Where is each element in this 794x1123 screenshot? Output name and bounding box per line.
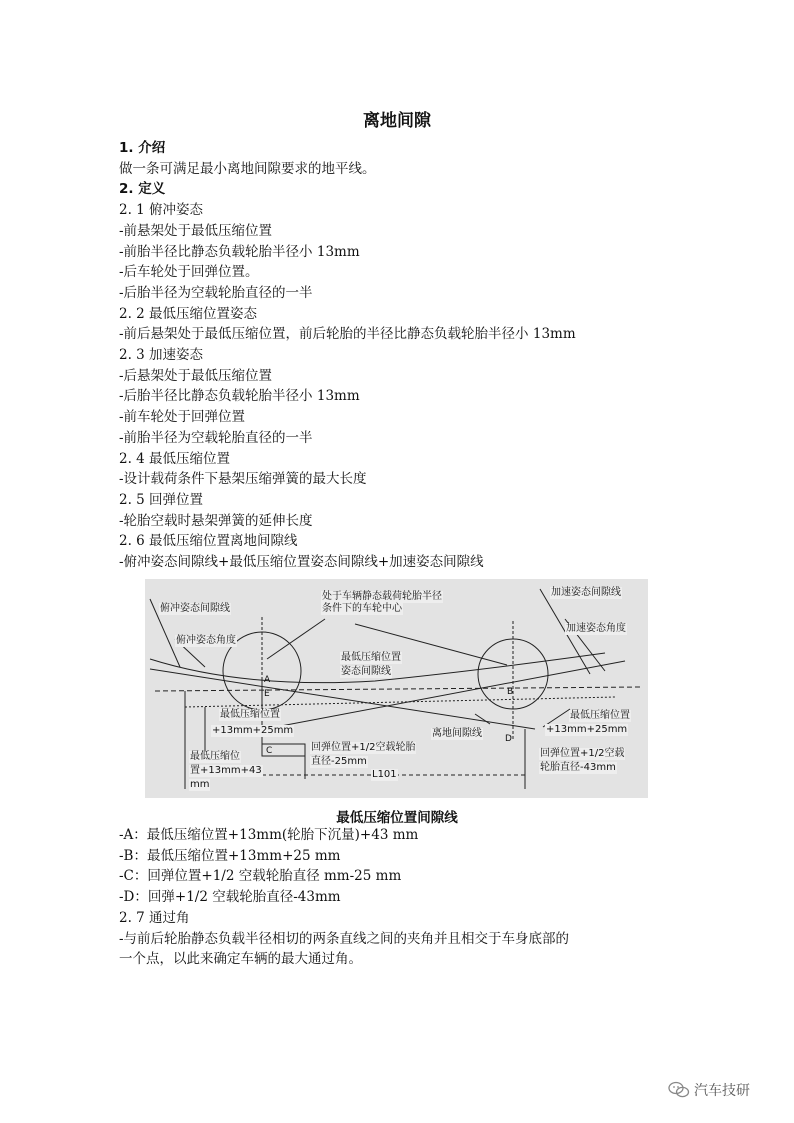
- text-line: -前胎半径比静态负载轮胎半径小 13mm: [119, 243, 360, 260]
- rebound-front-label-1: 回弹位置+1/2空载轮胎: [311, 742, 416, 753]
- letter-d: D: [505, 734, 512, 744]
- text-line: 一个点，以此来确定车辆的最大通过角。: [119, 951, 362, 968]
- watermark-text: 汽车技研: [694, 1083, 750, 1099]
- text-line: 2. 2 最低压缩位置姿态: [119, 305, 258, 322]
- wheel-center-label-2: 条件下的车轮中心: [322, 603, 402, 614]
- accel-clearance-label: 加速姿态间隙线: [551, 587, 621, 598]
- text-line: 2. 定义: [119, 181, 166, 198]
- text-line: 2. 6 最低压缩位置离地间隙线: [119, 533, 298, 550]
- min-comp-rear-label-1: 最低压缩位置: [570, 710, 630, 721]
- text-line: -设计载荷条件下悬架压缩弹簧的最大长度: [119, 471, 367, 488]
- min-comp-front-label-2: +13mm+25mm: [212, 725, 294, 736]
- letter-c: C: [266, 746, 273, 756]
- rebound-rear-label-2: 轮胎直径-43mm: [540, 762, 616, 773]
- text-line: -C：回弹位置+1/2 空载轮胎直径 mm-25 mm: [119, 868, 402, 885]
- text-line: 2. 5 回弹位置: [119, 491, 204, 508]
- letter-e: E: [264, 689, 270, 699]
- wheelbase-label: L101: [372, 769, 397, 780]
- page-title: 离地间隙: [363, 111, 431, 131]
- text-line: -A：最低压缩位置+13mm(轮胎下沉量)+43 mm: [119, 827, 419, 843]
- letter-a: A: [264, 675, 271, 685]
- rebound-front-label-2: 直径-25mm: [311, 756, 367, 767]
- wheel-center-label-1: 处于车辆静态载荷轮胎半径: [322, 591, 442, 602]
- min-comp-attitude-label-2: 姿态间隙线: [341, 666, 391, 677]
- ground-clearance-label: 离地间隙线: [432, 728, 482, 739]
- text-line: -后悬架处于最低压缩位置: [119, 367, 273, 384]
- text-line: -轮胎空载时悬架弹簧的延伸长度: [119, 512, 313, 529]
- text-line: -俯冲姿态间隙线+最低压缩位置姿态间隙线+加速姿态间隙线: [119, 554, 484, 570]
- text-line: 2. 3 加速姿态: [119, 347, 204, 363]
- text-line: -前胎半径为空载轮胎直径的一半: [119, 429, 313, 446]
- rebound-rear-label-1: 回弹位置+1/2空载: [540, 748, 625, 759]
- text-line: -后胎半径为空载轮胎直径的一半: [119, 284, 313, 301]
- text-line: -前悬架处于最低压缩位置: [119, 222, 273, 239]
- text-line: -后车轮处于回弹位置。: [119, 264, 259, 281]
- text-line: -前车轮处于回弹位置: [119, 409, 246, 426]
- accel-angle-label: 加速姿态角度: [566, 623, 626, 634]
- min-comp-attitude-label-1: 最低压缩位置: [341, 652, 401, 663]
- text-line: 2. 7 通过角: [119, 909, 190, 926]
- text-line: 2. 1 俯冲姿态: [119, 202, 204, 219]
- letter-b: B: [507, 687, 514, 697]
- text-line: 1. 介绍: [119, 140, 166, 156]
- min-comp-rear-label-2: +13mm+25mm: [546, 724, 628, 735]
- watermark: [668, 1080, 750, 1100]
- text-line: -B：最低压缩位置+13mm+25 mm: [119, 847, 341, 864]
- min-comp-front-label-1: 最低压缩位置: [220, 709, 280, 720]
- text-line: -与前后轮胎静态负载半径相切的两条直线之间的夹角并且相交于车身底部的: [119, 930, 570, 947]
- min-comp-left-label-3: mm: [190, 779, 210, 790]
- ground-clearance-diagram: [145, 579, 648, 798]
- min-comp-left-label-2: 置+13mm+43: [190, 765, 262, 776]
- text-line: 做一条可满足最小离地间隙要求的地平线。: [119, 160, 376, 177]
- text-line: -后胎半径比静态负载轮胎半径小 13mm: [119, 388, 360, 405]
- min-comp-left-label-1: 最低压缩位: [190, 751, 240, 762]
- dive-angle-label: 俯冲姿态角度: [176, 635, 236, 646]
- diagram-caption: 最低压缩位置间隙线: [336, 810, 458, 826]
- wechat-icon: [668, 1081, 690, 1099]
- dive-clearance-label: 俯冲姿态间隙线: [160, 603, 230, 614]
- text-line: -前后悬架处于最低压缩位置，前后轮胎的半径比静态负载轮胎半径小 13mm: [119, 326, 576, 343]
- text-line: -D：回弹+1/2 空载轮胎直径-43mm: [119, 889, 341, 906]
- text-line: 2. 4 最低压缩位置: [119, 450, 231, 467]
